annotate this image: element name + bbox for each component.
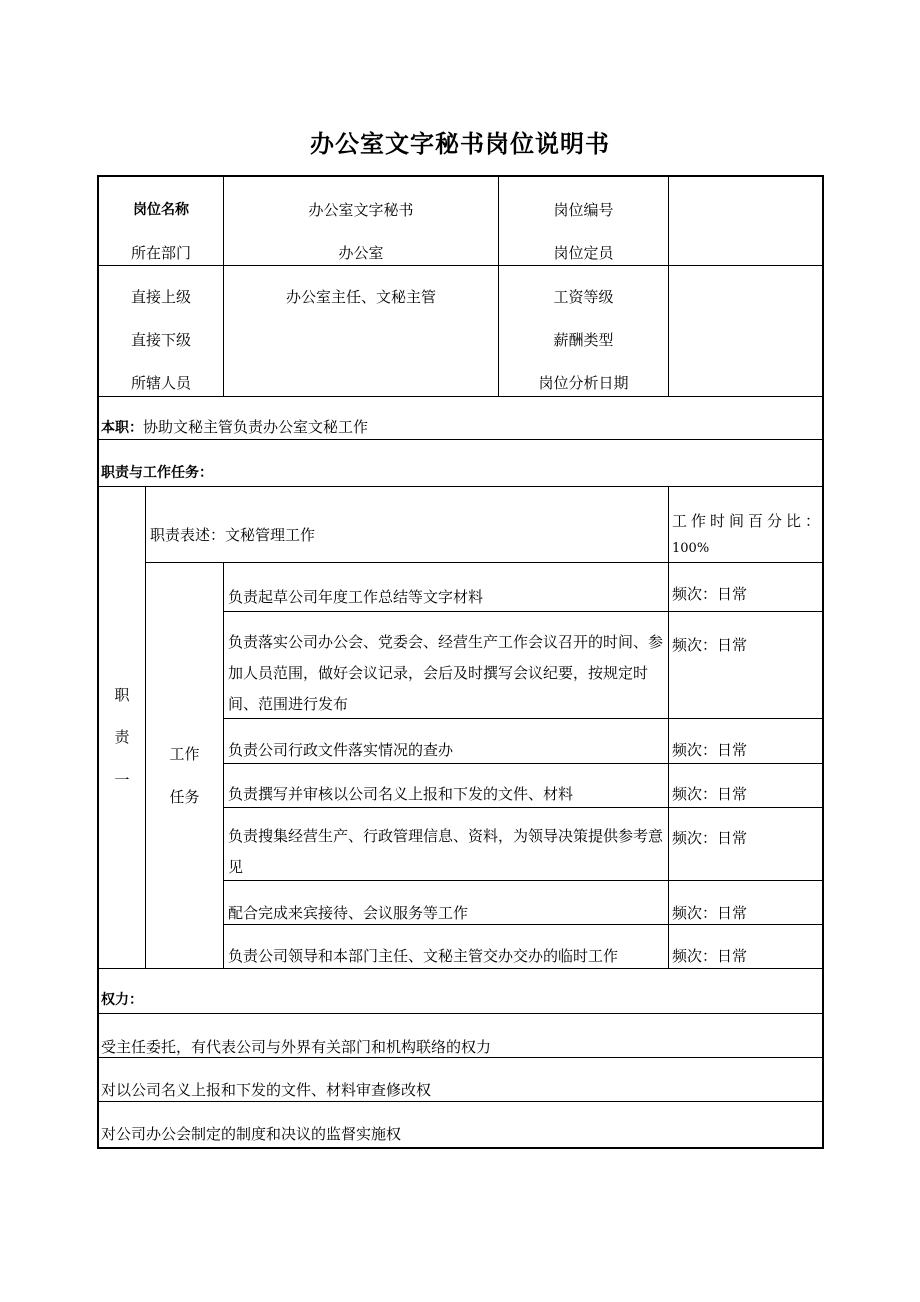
- label-headcount: 岗位定员: [553, 244, 614, 262]
- label-analysis-date: 岗位分析日期: [538, 374, 629, 392]
- col-divider: [223, 562, 224, 968]
- row-divider: [99, 439, 822, 440]
- row-divider: [223, 611, 822, 612]
- label-department: 所在部门: [130, 244, 191, 262]
- main-duty-text: 协助文秘主管负责办公室文秘工作: [143, 418, 369, 436]
- col-divider: [668, 486, 669, 968]
- task-frequency: 频次：日常: [672, 785, 748, 803]
- label-position-id: 岗位编号: [553, 201, 614, 219]
- label-position-name: 岗位名称: [133, 202, 189, 218]
- row-divider: [223, 807, 822, 808]
- col-divider: [145, 486, 146, 968]
- task-label-1: 工作: [169, 745, 200, 763]
- duty-side-label-3: 一: [114, 771, 130, 789]
- label-staff: 所辖人员: [130, 374, 191, 392]
- value-department: 办公室: [338, 244, 384, 262]
- task-frequency: 频次：日常: [672, 829, 748, 847]
- authority-item: 受主任委托，有代表公司与外界有关部门和机构联络的权力: [101, 1038, 492, 1056]
- task-item: 负责落实公司办公会、党委会、经营生产工作会议召开的时间、参加人员范围，做好会议记录，会后及时撰写会议纪要，按规定时间、范围进行发布: [228, 633, 664, 713]
- task-item: 负责撰写并审核以公司名义上报和下发的文件、材料: [228, 785, 574, 803]
- job-description-table: [97, 175, 824, 1148]
- page-title: 办公室文字秘书岗位说明书: [310, 130, 610, 158]
- task-frequency: 频次：日常: [672, 904, 748, 922]
- row-divider: [145, 562, 822, 563]
- task-item: 负责搜集经营生产、行政管理信息、资料，为领导决策提供参考意见: [228, 827, 664, 876]
- value-position-name: 办公室文字秘书: [308, 201, 414, 219]
- label-pay-type: 薪酬类型: [553, 331, 614, 349]
- authority-header: 权力：: [101, 992, 143, 1008]
- col-divider: [668, 177, 669, 396]
- row-divider: [99, 968, 822, 969]
- task-item: 配合完成来宾接待、会议服务等工作: [228, 904, 469, 922]
- label-direct-subordinate: 直接下级: [130, 331, 191, 349]
- time-percent-label: 工作时间百分比：: [672, 512, 825, 530]
- row-divider: [99, 265, 822, 266]
- row-divider: [99, 1101, 822, 1102]
- value-direct-superior: 办公室主任、文秘主管: [285, 288, 436, 306]
- authority-item: 对公司办公会制定的制度和决议的监督实施权: [101, 1125, 402, 1143]
- row-divider: [99, 486, 822, 487]
- row-divider: [99, 1013, 822, 1014]
- label-salary-grade: 工资等级: [553, 288, 614, 306]
- task-item: 负责起草公司年度工作总结等文字材料: [228, 588, 484, 606]
- time-percent-value: 100%: [672, 541, 710, 556]
- task-frequency: 频次：日常: [672, 636, 748, 654]
- row-divider: [99, 396, 822, 397]
- task-item: 负责公司领导和本部门主任、文秘主管交办交办的临时工作: [228, 947, 619, 965]
- bottom-border: [97, 1147, 824, 1149]
- row-divider: [223, 763, 822, 764]
- task-item: 负责公司行政文件落实情况的查办: [228, 741, 454, 759]
- authority-item: 对以公司名义上报和下发的文件、材料审查修改权: [101, 1081, 432, 1099]
- main-duty: [101, 417, 368, 438]
- task-frequency: 频次：日常: [672, 585, 748, 603]
- row-divider: [99, 1057, 822, 1058]
- label-direct-superior: 直接上级: [130, 288, 191, 306]
- task-label-2: 任务: [169, 788, 200, 806]
- responsibilities-header: 职责与工作任务：: [101, 465, 213, 481]
- main-duty-label: 本职：: [101, 420, 143, 436]
- duty-description: 职责表述：文秘管理工作: [150, 526, 316, 544]
- task-frequency: 频次：日常: [672, 947, 748, 965]
- task-frequency: 频次：日常: [672, 741, 748, 759]
- row-divider: [223, 924, 822, 925]
- duty-side-label-1: 职: [114, 686, 130, 704]
- duty-side-label-2: 责: [114, 728, 130, 746]
